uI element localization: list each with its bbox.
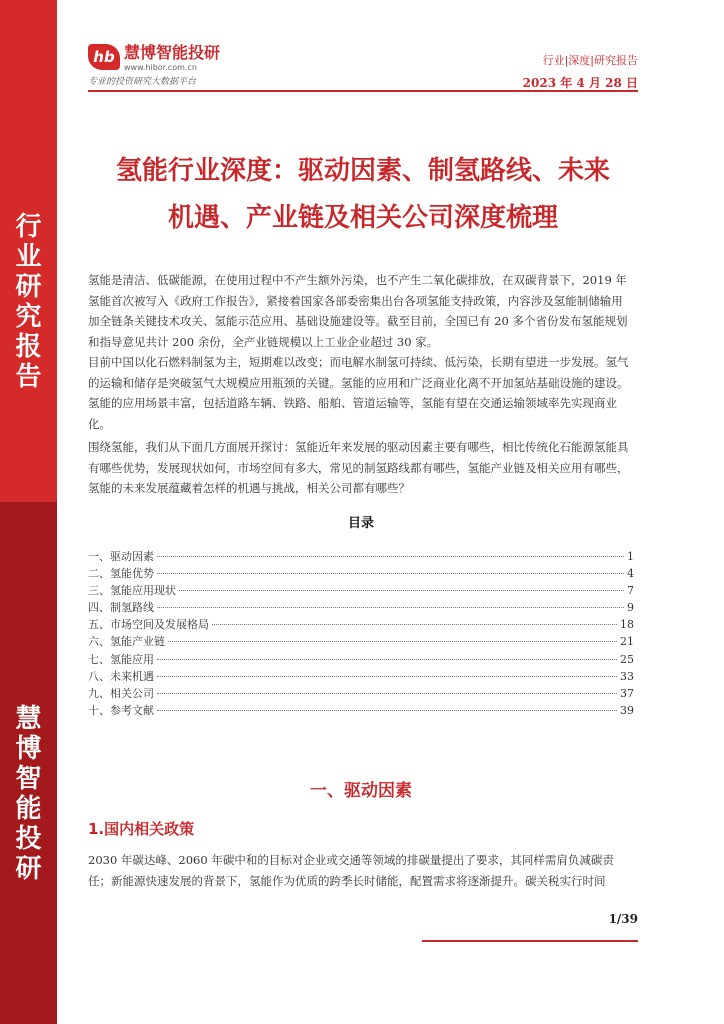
report-meta	[523, 52, 638, 91]
toc-item[interactable]: 六、氢能产业链 21	[88, 635, 634, 649]
report-title	[88, 148, 638, 242]
toc-item[interactable]: 五、市场空间及发展格局 18	[88, 618, 634, 632]
section-paragraph: 2030 年碳达峰、2060 年碳中和的目标对企业或交通等领域的排碳量提出了要求，其同样需肩负减碳责任；新能源快速发展的背景下，氢能作为优质的跨季长时储能，配置需求将逐渐提升。碳关税实行时间	[88, 853, 614, 888]
toc-title: 目录	[347, 516, 374, 531]
report-type: 行业|深度|研究报告	[542, 54, 638, 67]
toc-item[interactable]: 三、氢能应用现状 7	[88, 584, 634, 598]
toc-item[interactable]: 一、驱动因素 1	[88, 550, 634, 563]
logo-slogan: 专业的投资研究大数据平台	[88, 77, 197, 87]
logo-name: 慧博智能投研	[124, 43, 221, 62]
toc-item[interactable]: 二、氢能优势 4	[88, 567, 634, 581]
sidebar-brand-label: 慧 博 智 能 投 研	[15, 704, 42, 884]
logo-mark-icon: hb	[88, 44, 120, 70]
title-line-1: 氢能行业深度：驱动因素、制氢路线、未来	[115, 156, 610, 186]
logo-url: www.hibor.com.cn	[124, 63, 197, 72]
sidebar-report-label: 行 业 研 究 报 告	[15, 212, 42, 392]
sidebar	[0, 0, 57, 1024]
page-number: 1/39	[608, 912, 638, 926]
footer-divider	[422, 940, 638, 942]
table-of-contents	[88, 548, 634, 719]
toc-item[interactable]: 四、制氢路线 9	[88, 601, 634, 615]
intro-paragraph-1: 氢能是清洁、低碳能源，在使用过程中不产生额外污染，也不产生二氧化碳排放，在双碳背景下，2019 年氢能首次被写入《政府工作报告》，紧接着国家各部委密集出台各项氢能支持政策，内容涉及氢能制储输用加全链条关键技术攻关、氢能示范应用、基础设施建设等。截至目前，全国已有 20 多个省份发布氢能规划和指导意见共计 200 余份，全产业链规模以上工业企业超过 30 家。	[88, 273, 628, 349]
title-line-2: 机遇、产业链及相关公司深度梳理	[167, 203, 558, 233]
toc-item[interactable]: 七、氢能应用 25	[88, 652, 634, 666]
toc-item[interactable]: 九、相关公司 37	[88, 686, 634, 700]
header-divider	[88, 90, 638, 92]
report-date: 2023 年 4 月 28 日	[522, 76, 638, 90]
intro-paragraph-3: 围绕氢能，我们从下面几方面展开探讨：氢能近年来发展的驱动因素主要有哪些，相比传统化石能源氢能具有哪些优势，发展现状如何，市场空间有多大，常见的制氢路线都有哪些，氢能产业链及相关应用有哪些，氢能的未来发展蕴藏着怎样的机遇与挑战，相关公司都有哪些？	[88, 440, 629, 495]
toc-item[interactable]: 十、参考文献 39	[88, 703, 634, 717]
toc-item[interactable]: 八、未来机遇 33	[88, 669, 634, 683]
subsection-title: 1.国内相关政策	[88, 820, 195, 838]
intro-paragraph-2: 目前中国以化石燃料制氢为主，短期难以改变；而电解水制氢可持续、低污染，长期有望进一步发展。氢气的运输和储存是突破氢气大规模应用瓶颈的关键。氢能的应用和广泛商业化离不开加氢站基础设施的建设。氢能的应用场景丰富，包括道路车辆、铁路、船舶、管道运输等，氢能有望在交通运输领域率先实现商业化。	[88, 355, 629, 431]
section-title: 一、驱动因素	[310, 781, 412, 801]
